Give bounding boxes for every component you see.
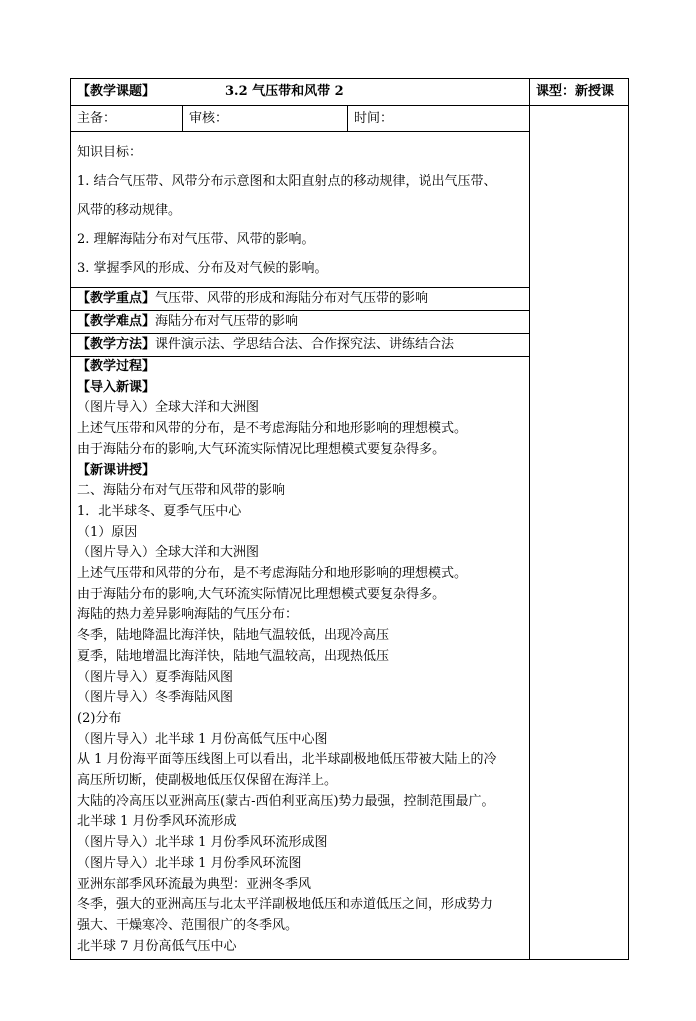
process-line: 【新课讲授】	[77, 462, 156, 478]
process-line: (2)分布	[77, 710, 122, 726]
process-line: （图片导入）北半球 1 月份高低气压中心图	[77, 731, 328, 747]
method-label: 【教学方法】	[77, 337, 156, 352]
goals-line: 2. 理解海陆分布对气压带、风带的影响。	[77, 232, 315, 247]
difficulty-label: 【教学难点】	[77, 314, 156, 329]
difficulty-cell	[71, 311, 530, 334]
process-line: 北半球 1 月份季风环流形成	[77, 814, 237, 830]
process-line: 二、海陆分布对气压带和风带的影响	[77, 483, 286, 499]
process-line: 高压所切断，使副极地低压仅保留在海洋上。	[77, 773, 338, 789]
key-point-cell	[71, 288, 530, 311]
side-column	[530, 106, 629, 960]
time-cell: 时间：	[348, 106, 530, 132]
key-point-text: 气压带、风带的形成和海陆分布对气压带的影响	[155, 291, 429, 306]
process-line: 冬季，陆地降温比海洋快，陆地气温较低，出现冷高压	[77, 628, 390, 644]
process-line: （图片导入）北半球 1 月份季风环流图	[77, 855, 302, 871]
goals-line: 1. 结合气压带、风带分布示意图和太阳直射点的移动规律，说出气压带、	[77, 174, 497, 189]
process-cell	[71, 357, 530, 960]
goals-line: 3. 掌握季风的形成、分布及对气候的影响。	[77, 261, 328, 276]
process-line: （图片导入）全球大洋和大洲图	[77, 545, 260, 561]
process-line: 上述气压带和风带的分布，是不考虑海陆分和地形影响的理想模式。	[77, 421, 468, 437]
process-line: 亚洲东部季风环流最为典型：亚洲冬季风	[77, 876, 312, 892]
process-line: 夏季，陆地增温比海洋快，陆地气温较高，出现热低压	[77, 648, 390, 664]
goals-line: 风带的移动规律。	[77, 203, 182, 218]
process-line: （图片导入）北半球 1 月份季风环流形成图	[77, 835, 328, 851]
process-line: 北半球 7 月份高低气压中心	[77, 938, 237, 954]
goals-cell	[71, 132, 530, 288]
process-line: 大陆的冷高压以亚洲高压(蒙古-西伯利亚高压)势力最强，控制范围最广。	[77, 793, 495, 809]
topic-label: 【教学课题】	[77, 84, 156, 99]
process-line: 强大、干燥寒冷、范围很广的冬季风。	[77, 917, 299, 933]
process-line: 从 1 月份海平面等压线图上可以看出，北半球副极地低压带被大陆上的冷	[77, 752, 497, 768]
process-line: 1．北半球冬、夏季气压中心	[77, 503, 242, 519]
process-line: （图片导入）全球大洋和大洲图	[77, 400, 260, 416]
process-line: （1）原因	[77, 524, 138, 540]
process-line: （图片导入）夏季海陆风图	[77, 669, 234, 685]
process-line: 由于海陆分布的影响,大气环流实际情况比理想模式要复杂得多。	[77, 441, 446, 457]
topic-title: 3.2 气压带和风带 2	[225, 84, 344, 99]
process-line: （图片导入）冬季海陆风图	[77, 690, 234, 706]
lesson-plan-table	[70, 78, 629, 960]
goals-line: 知识目标：	[77, 145, 143, 160]
process-line: 由于海陆分布的影响,大气环流实际情况比理想模式要复杂得多。	[77, 586, 446, 602]
method-text: 课件演示法、学思结合法、合作探究法、讲练结合法	[155, 337, 455, 352]
method-cell	[71, 334, 530, 357]
process-line: 【教学过程】	[77, 359, 156, 374]
process-line: 上述气压带和风带的分布，是不考虑海陆分和地形影响的理想模式。	[77, 566, 468, 582]
reviewer-cell: 审核：	[183, 106, 348, 132]
process-line: 海陆的热力差异影响海陆的气压分布：	[77, 607, 299, 623]
lesson-type: 课型：新授课	[530, 79, 629, 106]
difficulty-text: 海陆分布对气压带的影响	[155, 314, 299, 329]
process-line: 【导入新课】	[77, 379, 156, 395]
preparer-cell: 主备：	[71, 106, 183, 132]
key-point-label: 【教学重点】	[77, 291, 156, 306]
topic-cell	[71, 79, 530, 106]
process-line: 冬季，强大的亚洲高压与北太平洋副极地低压和赤道低压之间，形成势力	[77, 897, 494, 913]
